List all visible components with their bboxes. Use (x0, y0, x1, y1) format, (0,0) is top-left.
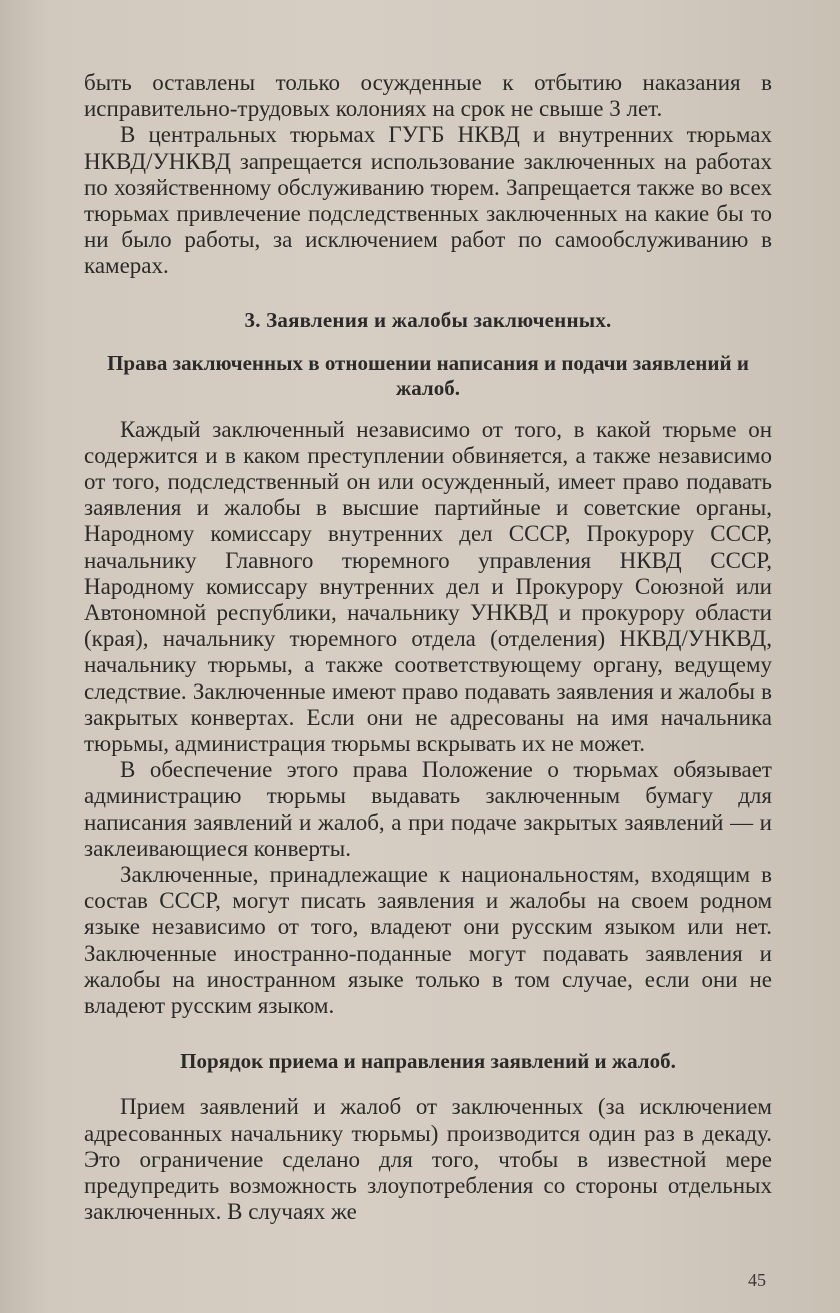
text-column (84, 70, 772, 1225)
paragraph-each-prisoner: Каждый заключенный независимо от того, в какой тюрьме он содержится и в каком преступлении обвиняется, а также независимо от того, подследственный он или осужденный, имеет право подавать заявления и жалобы в высшие партийные и советские органы, Народному комиссару внутренних дел СССР, Прокурору СССР, начальнику Главного тюремного управления НКВД СССР, Народному комиссару внутренних дел и Прокурору Союзной или Автономной республики, начальнику УНКВД и прокурору области (края), начальнику тюремного отдела (отделения) НКВД/УНКВД, начальнику тюрьмы, а также соответствующему органу, ведущему следствие. Заключенные имеют право подавать заявления и жалобы в закрытых конвертах. Если они не адресованы на имя начальника тюрьмы, администрация тюрьмы вскрывать их не может. (84, 416, 772, 757)
paragraph-continuation: быть оставлены только осужденные к отбытию наказания в исправительно-трудовых колониях на срок не свыше 3 лет. (84, 70, 772, 122)
paragraph-reception: Прием заявлений и жалоб от заключенных (за исключением адресованных начальнику тюрьмы) производится один раз в декаду. Это ограничение сделано для того, чтобы в известной мере предупредить возможность злоупотребления со стороны отдельных заключенных. В случаях же (84, 1094, 772, 1225)
paragraph-central-prisons: В центральных тюрьмах ГУГБ НКВД и внутренних тюрьмах НКВД/УНКВД запрещается использование заключенных на работах по хозяйственному обслуживанию тюрем. Запрещается также во всех тюрьмах привлечение подследственных заключенных на какие бы то ни было работы, за исключением работ по самообслуживанию в камерах. (84, 122, 772, 279)
paragraph-nationalities: Заключенные, принадлежащие к национальностям, входящим в состав СССР, могут писать заявления и жалобы на своем родном языке независимо от того, владеют они русским языком или нет. Заключенные иностранно-поданные могут подавать заявления и жалобы на иностранном языке только в том случае, если они не владеют русским языком. (84, 862, 772, 1019)
paragraph-provision: В обеспечение этого права Положение о тюрьмах обязывает администрацию тюрьмы выдавать заключенным бумагу для написания заявлений и жалоб, а при подаче закрытых заявлений — и заклеивающиеся конверты. (84, 757, 772, 861)
subsection-title-rights: Права заключенных в отношении написания и подачи заявлений и жалоб. (107, 350, 749, 400)
section-title: 3. Заявления и жалобы заключенных. (244, 307, 612, 332)
subsection-title-procedure: Порядок приема и направления заявлений и жалоб. (180, 1049, 676, 1074)
page-number: 45 (748, 1270, 766, 1290)
